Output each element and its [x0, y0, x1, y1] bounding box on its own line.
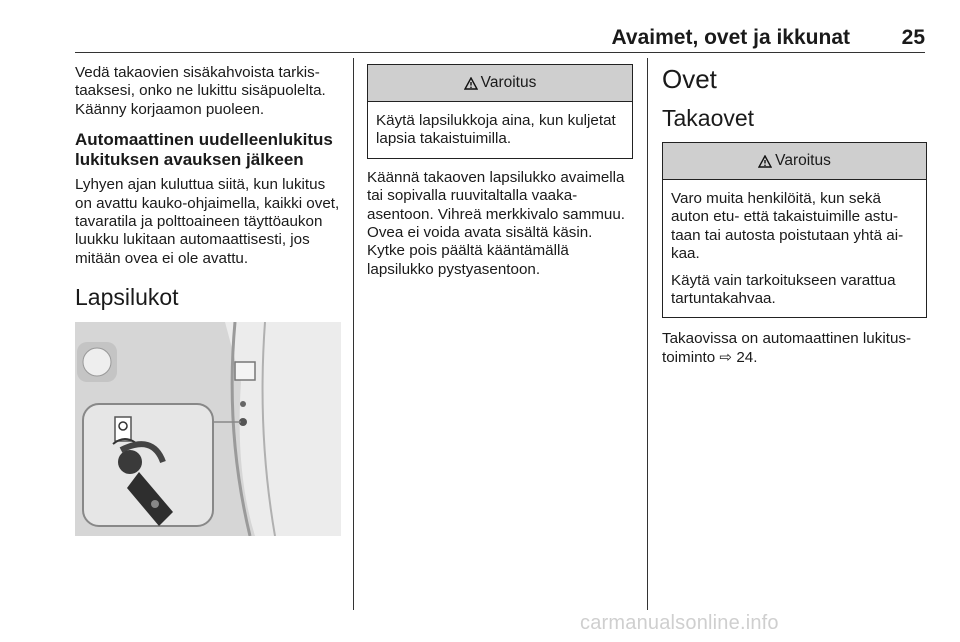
- section-body: Lyhyen ajan kuluttua siitä, kun lukitus on avattu kauko-ohjaimella, kaikki ovet, tavaratila ja polttoaineen täyttöaukon luukku lukitaan automaattisesti, jos mitään ovea ei ole avattu.: [75, 176, 340, 267]
- warning-box: [367, 64, 633, 159]
- warning-paragraph-2: Käytä vain tarkoitukseen varattua tartuntakahvaa.: [671, 271, 896, 308]
- warning-title: Varoitus: [480, 74, 537, 91]
- header-title: Avaimet, ovet ja ikkunat: [611, 26, 850, 49]
- watermark: carmanualsonline.info: [580, 612, 779, 634]
- column-right: [662, 64, 927, 367]
- warning-title: Varoitus: [775, 152, 831, 169]
- body-paragraph: Käännä takaoven lapsilukko avaimella tai sopivalla ruuvitaltalla vaakaasentoon. Vihreä merkkivalo sammuu. Ovea ei voida avata sisältä käsin. Kytke pois päältä kääntämällä lapsilukko pystyasentoon.: [367, 168, 626, 278]
- warning-header: [663, 143, 926, 180]
- child-lock-illustration: [75, 322, 341, 536]
- heading-lapsilukot: Lapsilukot: [75, 284, 179, 311]
- subheading-takaovet: Takaovet: [662, 105, 755, 131]
- column-divider: [647, 58, 648, 610]
- section-title: Automaattinen uudelleenlukitus lukituksen avauksen jälkeen: [75, 130, 333, 170]
- warning-paragraph-1: Varo muita henkilöitä, kun sekä auton etu- että takaistuimille astutaan tai autosta poistutaan yhtä aikaa.: [671, 190, 904, 263]
- column-divider: [353, 58, 354, 610]
- warning-box: [662, 142, 927, 318]
- warning-triangle-icon: [758, 155, 772, 168]
- column-middle: [367, 64, 633, 279]
- column-left: [75, 64, 341, 536]
- page-header: [75, 26, 925, 50]
- heading-ovet: Ovet: [662, 64, 717, 94]
- warning-header: [368, 65, 632, 102]
- warning-triangle-icon: [464, 77, 478, 90]
- body-paragraph: Takaovissa on automaattinen lukitustoiminto ⇨ 24.: [662, 330, 912, 366]
- header-rule: [75, 52, 925, 53]
- page-number: 25: [901, 26, 925, 49]
- warning-text: Käytä lapsilukkoja aina, kun kuljetat lapsia takaistuimilla.: [376, 112, 616, 148]
- intro-paragraph: Vedä takaovien sisäkahvoista tarkistaaksesi, onko ne lukittu sisäpuolelta. Käänny korjaamon puoleen.: [75, 64, 326, 118]
